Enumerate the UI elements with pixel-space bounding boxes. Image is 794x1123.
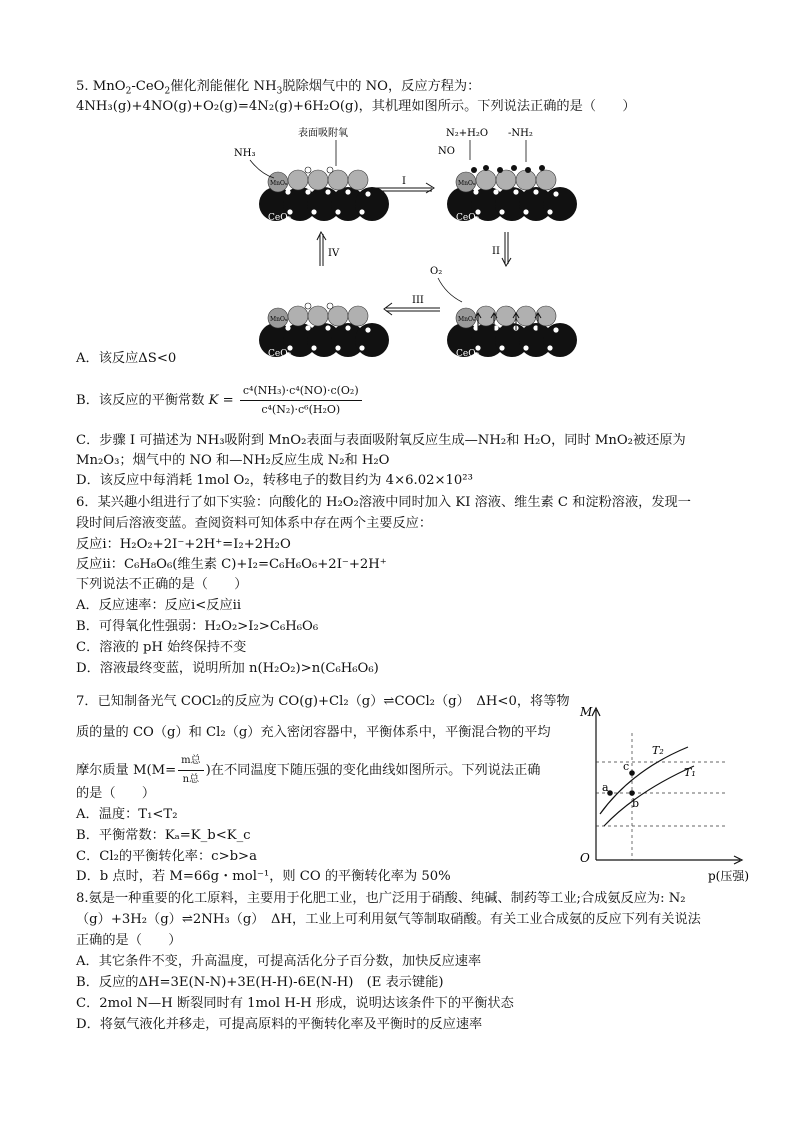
q5-option-d[interactable]: D．该反应中每消耗 1mol O₂，转移电子的数目约为 4×6.02×10²³	[76, 473, 473, 488]
curve-t2-label: T₂	[652, 744, 664, 757]
graph-x-label: p(压强)	[708, 869, 750, 883]
mnox-label-1: MnOₓ	[270, 180, 288, 187]
q8-stem-line1: 8.氨是一种重要的化工原料，主要用于化肥工业，也广泛用于硝酸、纯碱、制药等工业;合成氨反应为: N₂	[76, 891, 686, 906]
point-b-label: b	[632, 797, 640, 810]
curve-t2	[600, 747, 688, 814]
point-a-label: a	[602, 781, 609, 794]
q6-option-a[interactable]: A．反应速率：反应ⅰ<反应ⅱ	[76, 598, 242, 613]
q6-question: 下列说法不正确的是（ ）	[76, 577, 248, 592]
surface-oxygen-label: 表面吸附氧	[298, 128, 348, 139]
q8-option-d[interactable]: D．将氨气液化并移走，可提高原料的平衡转化率及平衡时的反应速率	[76, 1017, 483, 1032]
q6-stem-line2: 段时间后溶液变蓝。查阅资料可知体系中存在两个主要反应：	[76, 516, 433, 531]
curve-t1	[604, 766, 694, 826]
q6-option-c[interactable]: C．溶液的 pH 始终保持不变	[76, 640, 247, 655]
q5-option-c-line1[interactable]: C．步骤 I 可描述为 NH₃吸附到 MnO₂表面与表面吸附氧反应生成—NH₂和 H₂O，同时 MnO₂被还原为	[76, 433, 686, 448]
o2-label: O₂	[430, 266, 443, 277]
graph-y-label: M	[580, 705, 593, 719]
q5-equation: 4NH₃(g)+4NO(g)+O₂(g)=4N₂(g)+6H₂O(g)，其机理如图所示。下列说法正确的是（ ）	[76, 99, 636, 114]
curve-t1-label: T₁	[684, 766, 696, 779]
svg-text:II: II	[492, 246, 500, 257]
nh2-label: -NH₂	[508, 128, 533, 139]
step-arrow-2	[492, 232, 511, 266]
q6-stem-line1: 6．某兴趣小组进行了如下实验：向酸化的 H₂O₂溶液中同时加入 KI 溶液、维生素 C 和淀粉溶液，发现一	[76, 495, 691, 510]
q7-stem-line1: 7．已知制备光气 COCl₂的反应为 CO(g)+Cl₂（g）⇌COCl₂（g） ΔH<0，将等物	[76, 694, 570, 709]
svg-text:III: III	[412, 295, 424, 306]
step-arrow-1	[376, 176, 434, 193]
q7-option-a[interactable]: A．温度：T₁<T₂	[76, 807, 178, 822]
mechanism-diagram	[226, 124, 556, 359]
q8-stem-line3: 正确的是（ ）	[76, 933, 182, 948]
products-label: N₂+H₂O	[446, 128, 489, 139]
q7-option-b[interactable]: B．平衡常数：Kₐ=K_b<K_c	[76, 828, 251, 843]
q7-stem-line2: 质的量的 CO（g）和 Cl₂（g）充入密闭容器中，平衡体系中，平衡混合物的平均	[76, 725, 551, 740]
q6-reaction-1: 反应ⅰ：H₂O₂+2I⁻+2H⁺=I₂+2H₂O	[76, 537, 291, 552]
q8-option-a[interactable]: A．其它条件不变，升高温度，可提高活化分子百分数，加快反应速率	[76, 954, 482, 969]
nh3-label: NH₃	[234, 148, 256, 159]
svg-text:I: I	[402, 176, 406, 187]
point-c	[629, 770, 635, 776]
q5-option-c-line2[interactable]: Mn₂O₃；烟气中的 NO 和—NH₂反应生成 N₂和 H₂O	[76, 453, 390, 468]
q5-option-b[interactable]: B．该反应的平衡常数 K = $\frac{\text{c⁴(NH₃)·c⁴(NO)·c(O₂)}}{\text{c⁴(N₂)·c⁶(H₂O)}}$	[76, 382, 364, 419]
q7-stem-line4: 的是（ ）	[76, 786, 156, 801]
q5-stem-line1: 5. MnO$_2$-CeO$_2$催化剂能催化 $NH_3$脱除烟气中的 NO，反应方程为：	[76, 79, 481, 97]
mnox-label-4: MnOₓ	[270, 316, 288, 323]
mnox-label-3: MnOₓ	[458, 316, 476, 323]
mnox-label-2: MnOₓ	[458, 180, 476, 187]
svg-text:IV: IV	[328, 248, 340, 259]
ceo2-label-3: CeO₂	[456, 349, 480, 359]
q7-option-c[interactable]: C．Cl₂的平衡转化率：c>b>a	[76, 849, 257, 864]
step-arrow-3	[384, 295, 440, 315]
step-arrow-4	[317, 232, 340, 266]
q6-option-b[interactable]: B．可得氧化性强弱：H₂O₂>I₂>C₆H₆O₆	[76, 619, 319, 634]
ceo2-label-2: CeO₂	[456, 213, 480, 223]
no-label: NO	[438, 146, 455, 157]
q7-stem-line3: 摩尔质量 M(M= $\frac{\text{m总}}{\text{n总}}$ )在不同温度下随压强的变化曲线如图所示。下列说法正确	[76, 752, 540, 789]
q8-stem-line2: （g）+3H₂（g）⇌2NH₃（g） ΔH，工业上可利用氨气等制取硝酸。有关工业合成氨的反应下列有关说法	[76, 912, 701, 927]
ceo2-label-4: CeO₂	[268, 349, 292, 359]
q7-option-d[interactable]: D．b 点时，若 M=66g・mol⁻¹，则 CO 的平衡转化率为 50%	[76, 869, 451, 884]
ceo2-label-1: CeO₂	[268, 213, 292, 223]
q8-option-b[interactable]: B．反应的ΔH=3E(N-N)+3E(H-H)-6E(N-H) (E 表示键能)	[76, 975, 444, 990]
point-b	[629, 790, 635, 796]
q5-option-a[interactable]: A．该反应ΔS<0	[76, 351, 177, 366]
q8-option-c[interactable]: C．2mol N—H 断裂同时有 1mol H-H 形成，说明达该条件下的平衡状态	[76, 996, 514, 1011]
point-c-label: c	[623, 760, 630, 773]
m-vs-pressure-graph	[570, 700, 770, 890]
q6-reaction-2: 反应ⅱ：C₆H₈O₆(维生素 C)+I₂=C₆H₆O₆+2I⁻+2H⁺	[76, 557, 387, 572]
graph-origin: O	[580, 851, 590, 865]
q6-option-d[interactable]: D．溶液最终变蓝，说明所加 n(H₂O₂)>n(C₆H₆O₆)	[76, 661, 379, 676]
